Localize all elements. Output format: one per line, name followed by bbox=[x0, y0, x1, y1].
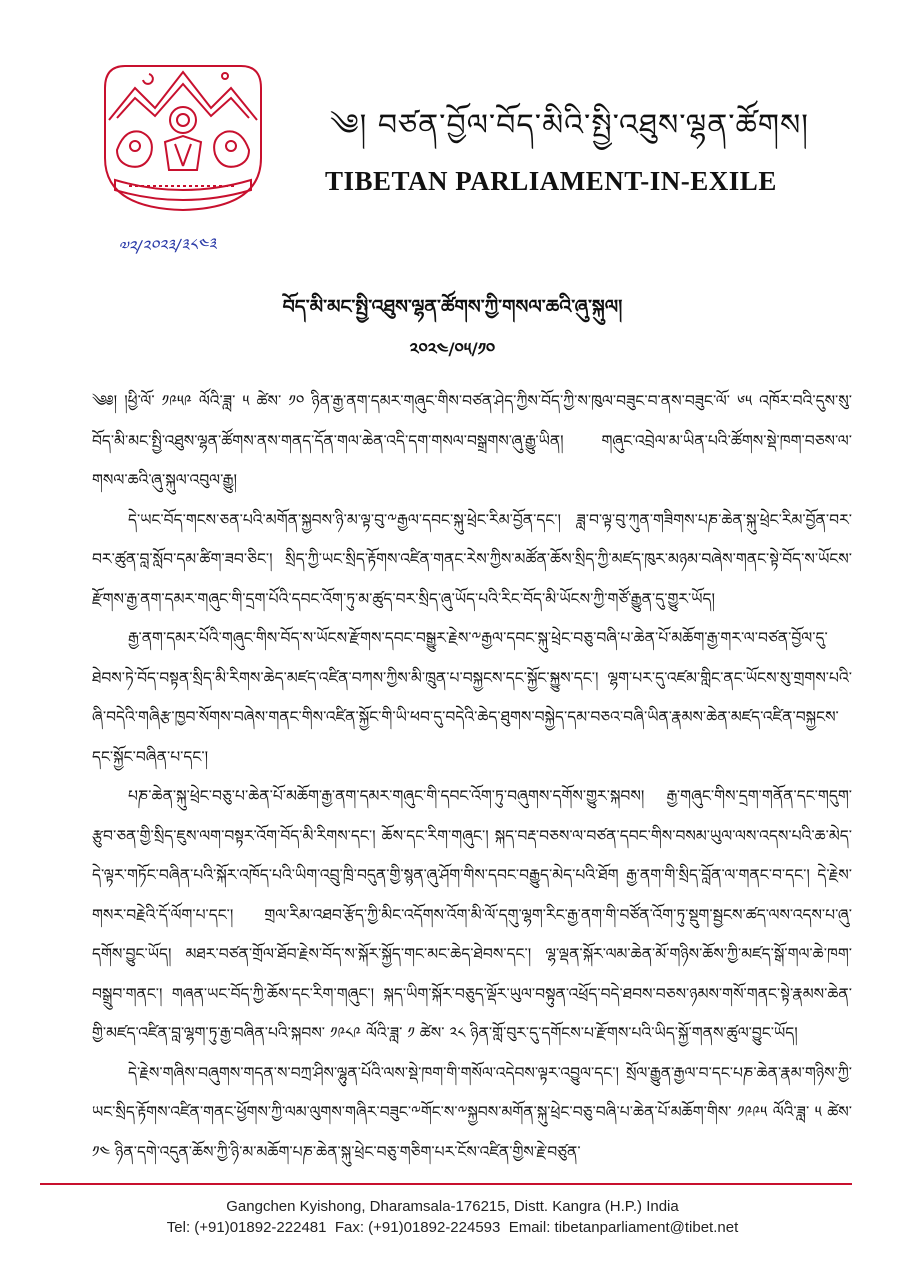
tibetan-parliament-script-title: ༄། བཙན་བྱོལ་བོད་མིའི་སྤྱི་འཐུས་ལྷན་ཚོགས། bbox=[330, 108, 809, 143]
footer-address: Gangchen Kyishong, Dharamsala-176215, Distt. Kangra (H.P.) India bbox=[226, 1198, 679, 1215]
english-parliament-title: TIBETAN PARLIAMENT-IN-EXILE bbox=[325, 166, 777, 196]
paragraph: ༄༅། །ཕྱི་ལོ་ ༡༩༥༩ ལོའི་ཟླ་ ༥ ཚེས་ ༡༠ ཉིན་རྒྱ་ནག་དམར་གཞུང་གིས་བཙན་ཤེད་ཀྱིས་བོད་ཀྱི་ས་ཁུལ་བཟུང་བ་ནས་བཟུང་ལོ་ ༦༥ འཁོར་བའི་དུས་སུ་ བོད་མི་མང་སྤྱི་འཐུས་ལྷན་ཚོགས་ནས་གནད་དོན་གལ་ཆེན་འདི་དག་གསལ་བསྒྲགས་ཞུ་རྒྱུ་ཡིན། གཞུང་འབྲེལ་མ་ཡིན་པའི་ཚོགས་སྡེ་ཁག་བཅས་ལ་གསལ་ཆའི་ཞུ་སྐུལ་འབུལ་རྒྱུ། bbox=[92, 392, 852, 489]
paragraph: པཎ་ཆེན་སྐུ་ཕྲེང་བཅུ་པ་ཆེན་པོ་མཆོག་རྒྱ་ནག་དམར་གཞུང་གི་དབང་འོག་ཏུ་བཞུགས་དགོས་གྱུར་སྐབས། རྒྱ་གཞུང་གིས་དྲག་གནོན་དང་གདུག་རྩུབ་ཅན་གྱི་སྲིད་ཇུས་ལག་བསྟར་འོག་བོད་མི་རིགས་དང་། ཆོས་དང་རིག་གཞུང་། སྐད་བརྡ་བཅས་ལ་བཙན་དབང་གིས་བསམ་ཡུལ་ལས་འདས་པའི་ཆ་མེད་དེ་ལྟར་གཏོང་བཞིན་པའི་སྐོར་འཁོད་པའི་ཡིག་འབྲུ་ཁྲི་བདུན་གྱི་སྙན་ཞུ་ཤོག་གིས་དབང་བརྒྱུད་མེད་པའི་ཐོག རྒྱ་ནག་གི་སྲིད་བློན་ལ་གནང་བ་དང་། དེ་རྗེས་གསར་བརྗེའི་དོ་ལོག་པ་དང་། གྲལ་རིམ་འཐབ་རྩོད་ཀྱི་མིང་འདོགས་འོག་མི་ལོ་དགུ་ལྷག་རིང་རྒྱ་ནག་གི་བཙོན་འོག་ཏུ་སྡུག་སྦྱངས་ཚད་ལས་འདས་པ་ཞུ་དགོས་བྱུང་ཡོད། མཐར་བཙན་གྲོལ་ཐོབ་རྗེས་བོད་ས་སྐོར་སྐྱོད་གང་མང་ཆེད་ཐེབས་དང་། ལྷ་ལྡན་སྐོར་ལམ་ཆེན་མོ་གཉིས་ཆོས་ཀྱི་མཛད་སྒོ་གལ་ཆེ་ཁག་བསྒྲུབ་གནང་། གཞན་ཡང་བོད་ཀྱི་ཆོས་དང་རིག་གཞུང་། སྐད་ཡིག་སྐོར་བཅུད་ལྡོར་ཡུལ་བསྟུན་འཕྲོད་བདེ་ཐབས་བཅས་ཉམས་གསོ་གནང་སྟེ་རྣམས་ཆེན་གྱི་མཛད་འཛིན་བླ་ལྷག་ཏུ་རྒྱ་བཞིན་པའི་སྐབས་ ༡༩༨༩ ལོའི་ཟླ་ ༡ ཚེས་ ༢༨ ཉིན་གློ་བུར་དུ་དགོངས་པ་རྫོགས་པའི་ཡིད་སྐྱོ་གནས་ཚུལ་བྱུང་ཡོད། bbox=[92, 787, 852, 1042]
paragraph: དེ་རྗེས་གཞིས་བཞུགས་གདན་ས་བཀྲ་ཤིས་ལྷུན་པོའི་ལས་སྡེ་ཁག་གི་གསོལ་འདེབས་ལྟར་འབྱུལ་དང་། སྲོལ་རྒྱུན་རྒྱལ་བ་དང་པཎ་ཆེན་རྣམ་གཉིས་ཀྱི་ཡང་སྲིད་རྟོགས་འཛིན་གནང་ཕྱོགས་ཀྱི་ལམ་ལུགས་གཞིར་བཟུང་༸གོང་ས་༸སྐྱབས་མགོན་སྐུ་ཕྲེང་བཅུ་བཞི་པ་ཆེན་པོ་མཆོག་གིས་ ༡༩༩༥ ལོའི་ཟླ་ ༥ ཚེས་ ༡༤ ཉིན་དགེ་འདུན་ཆོས་ཀྱི་ཉི་མ་མཆོག་པཎ་ཆེན་སྐུ་ཕྲེང་བཅུ་གཅིག་པར་ངོས་འཛིན་གྱིས་རྗེ་བཙུན་ bbox=[92, 1063, 852, 1161]
footer-contact bbox=[0, 1219, 905, 1236]
footer-divider bbox=[40, 1183, 852, 1185]
paragraph: དེ་ཡང་བོད་གངས་ཅན་པའི་མགོན་སྐྱབས་ཉི་མ་ལྟ་བུ་༸རྒྱལ་དབང་སྐུ་ཕྲེང་རིམ་བྱོན་དང་། ཟླ་བ་ལྟ་བུ་ཀུན་གཟིགས་པཎ་ཆེན་སྐུ་ཕྲེང་རིམ་བྱོན་བར་བར་ཚུན་བླ་སློབ་དམ་ཚིག་ཟབ་ཅིང་། སྲིད་ཀྱི་ཡང་སྲིད་རྟོགས་འཛིན་གནང་རེས་ཀྱིས་མཚོན་ཆོས་སྲིད་ཀྱི་མཛད་ཁུར་མཉམ་བཞེས་གནང་སྟེ་བོད་ས་ཡོངས་རྫོགས་རྒྱ་ནག་དམར་གཞུང་གི་དྲག་པོའི་དབང་འོག་ཏུ་མ་ཚུད་བར་སྲིད་ཞུ་ཡོད་པའི་རིང་བོད་མི་ཡོངས་ཀྱི་གཙོ་རྒྱུན་དུ་གྱུར་ཡོད། bbox=[92, 510, 852, 608]
footer-email: Email: tibetanparliament@tibet.net bbox=[508, 1219, 739, 1236]
document-body bbox=[92, 382, 852, 1172]
document-title: བོད་མི་མང་སྤྱི་འཐུས་ལྷན་ཚོགས་ཀྱི་གསལ་ཆའི་ཞུ་སྐུལ། bbox=[282, 296, 623, 318]
tibetan-parliament-seal-icon bbox=[95, 58, 271, 216]
footer-tel: Tel: (+91)01892-222481 bbox=[166, 1219, 327, 1236]
document-date: ༢༠༢༤/༠༥/༡༠ bbox=[409, 340, 496, 360]
paragraph: རྒྱ་ནག་དམར་པོའི་གཞུང་གིས་བོད་ས་ཡོངས་རྫོགས་དབང་བསྒྱུར་རྗེས་༸རྒྱལ་དབང་སྐུ་ཕྲེང་བཅུ་བཞི་པ་ཆེན་པོ་མཆོག་རྒྱ་གར་ལ་བཙན་བྱོལ་དུ་ཐེབས་ཏེ་བོད་བསྟན་སྲིད་མི་རིགས་ཆེད་མཛད་འཛིན་བཀས་ཀྱིས་མི་ཁྲུན་པ་བསྐྱངས་དང་སྐྱོང་སྐྱུས་དང་། ལྷག་པར་དུ་འཛམ་གླིང་ནང་ཡོངས་སུ་གྲགས་པའི་ཞི་བདེའི་གཞིརྩ་ཁྱབ་སོགས་བཞེས་གནང་གིས་འཛིན་སྐྱོང་གི་ཡི་ཕབ་དུ་བདེའི་ཆེད་ཐུགས་བསྐྱེད་དམ་བཅའ་བཞི་ཡིན་རྣམས་ཆེན་མཛད་འཛིན་བསྐྱངས་དང་སྐྱོང་བཞིན་པ་དང་། bbox=[92, 629, 852, 766]
footer-fax: Fax: (+91)01892-224593 bbox=[334, 1219, 501, 1236]
reference-number: ༧༢/༢༠༢༣/༣༨༤༣ bbox=[117, 234, 217, 257]
